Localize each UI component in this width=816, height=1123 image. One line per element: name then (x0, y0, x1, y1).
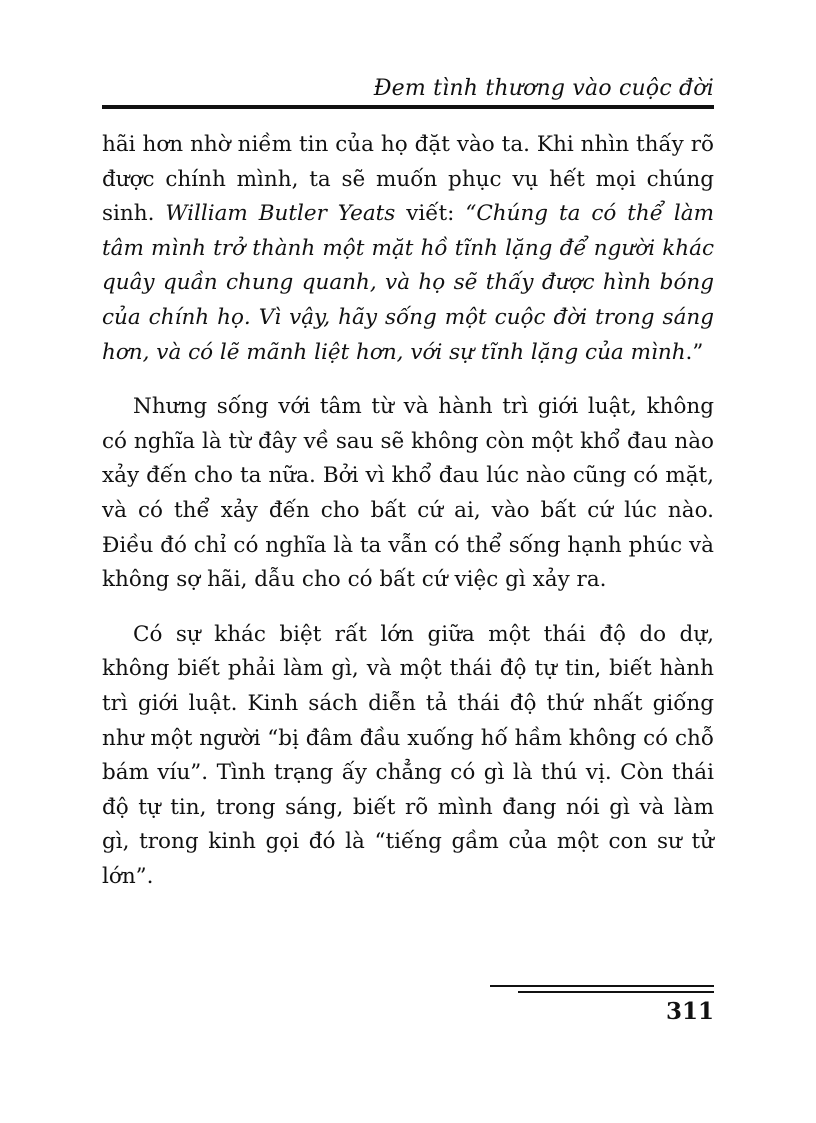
yeats-quote: “Chúng ta có thể làm tâm mình trở thành một mặt hồ tĩnh lặng để người khác quây quần chung quanh, và họ sẽ thấy được hình bóng của chính họ. Vì vậy, hãy sống một cuộc đời trong sáng hơn, và có lẽ mãnh liệt hơn, với sự tĩnh lặng của mình (102, 201, 714, 365)
quoted-author: William Butler Yeats (165, 201, 396, 227)
paragraph-2: Nhưng sống với tâm từ và hành trì giới luật, không có nghĩa là từ đây về sau sẽ không còn một khổ đau nào xảy đến cho ta nữa. Bởi vì khổ đau lúc nào cũng có mặt, và có thể xảy đến cho bất cứ ai, vào bất cứ lúc nào. Điều đó chỉ có nghĩa là ta vẫn có thể sống hạnh phúc và không sợ hãi, dẫu cho có bất cứ việc gì xảy ra. (102, 394, 714, 593)
footer-rule-bottom (518, 991, 714, 993)
paragraph-1 (102, 128, 714, 370)
page-number: 311 (665, 998, 714, 1025)
body-text (102, 128, 714, 914)
paragraph-3: Có sự khác biệt rất lớn giữa một thái độ do dự, không biết phải làm gì, và một thái độ tự tin, biết hành trì giới luật. Kinh sách diễn tả thái độ thứ nhất giống như một người “bị đâm đầu xuống hố hầm không có chỗ bám víu”. Tình trạng ấy chẳng có gì là thú vị. Còn thái độ tự tin, trong sáng, biết rõ mình đang nói gì và làm gì, trong kinh gọi đó là “tiếng gầm của một con sư tử lớn”. (102, 621, 714, 889)
paragraph-1-text: hãi hơn nhờ niềm tin của họ đặt vào ta. Khi nhìn thấy rõ được chính mình, ta sẽ muốn phục vụ hết mọi chúng sinh. (102, 132, 714, 227)
header-rule (102, 105, 714, 109)
running-header-title: Đem tình thương vào cuộc đời (373, 76, 714, 101)
footer-rule-top (490, 985, 714, 987)
paragraph-1-verb: viết: (395, 201, 466, 227)
quote-end: .” (685, 339, 704, 365)
